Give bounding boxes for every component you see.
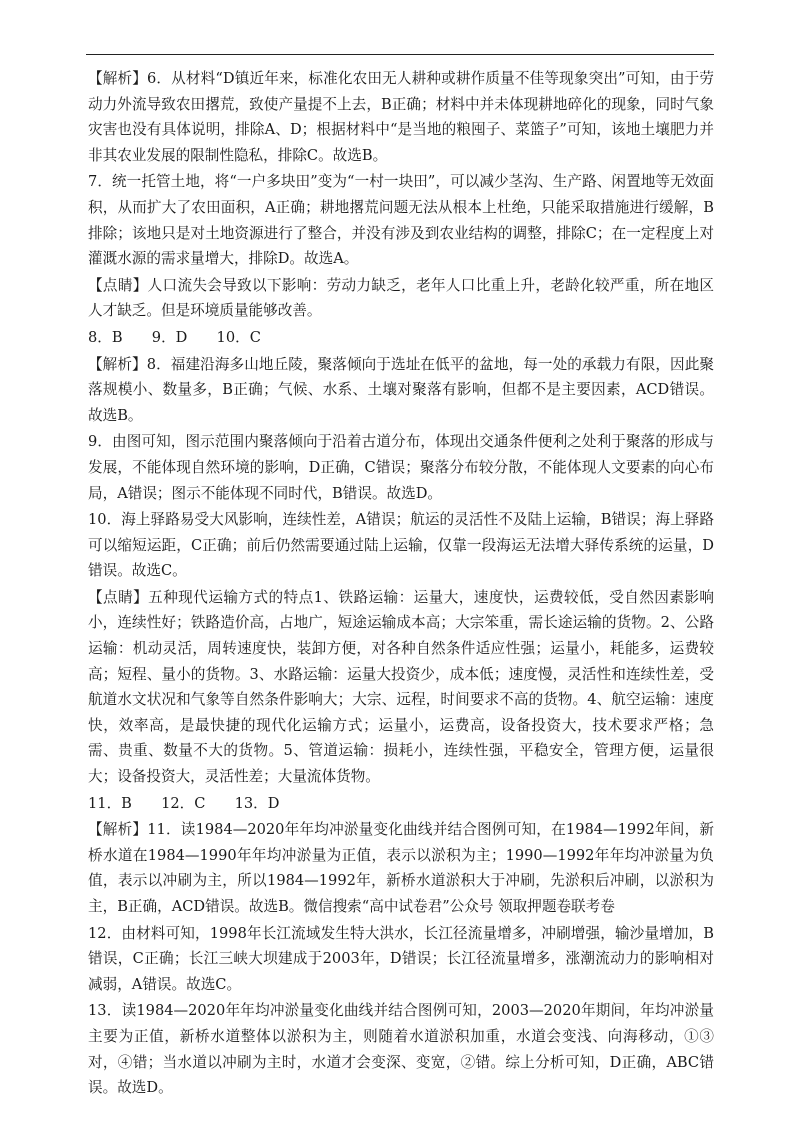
analysis-q11: 【解析】11．读1984—2020年年均冲淤量变化曲线并结合图例可知，在1984—1992年间，新桥水道在1984—1990年年均冲淤量为正值，表示以淤积为主；1990—1992年年均冲淤量为负值，表示以冲刷为主，所以1984—1992年，新桥水道淤积大于冲刷，先淤积后冲刷，以淤积为主，B正确，ACD错误。故选B。微信搜索“高中试卷君”公众号 领取押题卷联考卷	[88, 821, 714, 915]
header-rule	[86, 54, 714, 55]
analysis-q10: 10．海上驿路易受大风影响，连续性差，A错误；航运的灵活性不及陆上运输，B错误；海上驿路可以缩短运距，C正确；前后仍然需要通过陆上运输，仅靠一段海运无法增大驿传系统的运量，D错误。故选C。	[88, 511, 714, 580]
tip-transport-modes: 【点睛】五种现代运输方式的特点1、铁路运输：运量大，速度快，运费较低，受自然因素影响小，连续性好；铁路造价高，占地广，短途运输成本高；大宗笨重，需长途运输的货物。2、公路运输：机动灵活，周转速度快，装卸方便，对各种自然条件适应性强；运量小，耗能多，运费较高；短程、量小的货物。3、水路运输：运量大投资少，成本低；速度慢，灵活性和连续性差，受航道水文状况和气象等自然条件影响大；大宗、远程，时间要求不高的货物。4、航空运输：速度快，效率高，是最快捷的现代化运输方式；运量小，运费高，设备投资大，技术要求严格；急需、贵重、数量不大的货物。5、管道运输：损耗小，连续性强，平稳安全，管理方便，运量很大；设备投资大，灵活性差；大量流体货物。	[88, 588, 714, 786]
analysis-q12: 12．由材料可知，1998年长江流域发生特大洪水，长江径流量增多，冲刷增强，输沙量增加，B错误，C正确；长江三峡大坝建成于2003年，D错误；长江径流量增多，涨潮流动力的影响相对减弱，A错误。故选C。	[88, 924, 714, 993]
analysis-q6: 【解析】6．从材料“D镇近年来，标准化农田无人耕种或耕作质量不佳等现象突出”可知，由于劳动力外流导致农田撂荒，致使产量提不上去，B正确；材料中并未体现耕地碎化的现象，同时气象灾害也没有具体说明，排除A、D；根据材料中“是当地的粮囤子、菜篮子”可知，该地土壤肥力并非其农业发展的限制性隐私，排除C。故选B。	[88, 70, 714, 164]
analysis-q13: 13．读1984—2020年年均冲淤量变化曲线并结合图例可知，2003—2020年期间，年均冲淤量主要为正值，新桥水道整体以淤积为主，则随着水道淤积加重，水道会变浅、向海移动，①③对，④错；当水道以冲刷为主时，水道才会变深、变宽，②错。综上分析可知，D正确，ABC错误。故选D。	[88, 1002, 714, 1097]
answer-analysis-body	[88, 66, 714, 1102]
tip-q6-7: 【点睛】人口流失会导致以下影响：劳动力缺乏，老年人口比重上升，老龄化较严重，所在地区人才缺乏。但是环境质量能够改善。	[88, 276, 714, 320]
analysis-q9: 9．由图可知，图示范围内聚落倾向于沿着古道分布，体现出交通条件便利之处利于聚落的形成与发展，不能体现自然环境的影响，D正确，C错误；聚落分布较分散，不能体现人文要素的向心布局，A错误；图示不能体现不同时代，B错误。故选D。	[88, 433, 714, 502]
answers-11-13: 11．B 12．C 13．D	[88, 794, 280, 812]
answers-8-10: 8．B 9．D 10．C	[88, 328, 261, 346]
analysis-q8: 【解析】8．福建沿海多山地丘陵，聚落倾向于选址在低平的盆地，每一处的承载力有限，因此聚落规模小、数量多，B正确；气候、水系、土壤对聚落有影响，但都不是主要因素，ACD错误。故选B。	[88, 355, 714, 424]
analysis-q7: 7．统一托管土地，将“一户多块田”变为“一村一块田”，可以减少茎沟、生产路、闲置地等无效面积，从而扩大了农田面积，A正确；耕地撂荒问题无法从根本上杜绝，只能采取措施进行缓解，B排除；该地只是对土地资源进行了整合，并没有涉及到农业结构的调整，排除C；在一定程度上对灌溉水源的需求量增大，排除D。故选A。	[88, 173, 714, 268]
